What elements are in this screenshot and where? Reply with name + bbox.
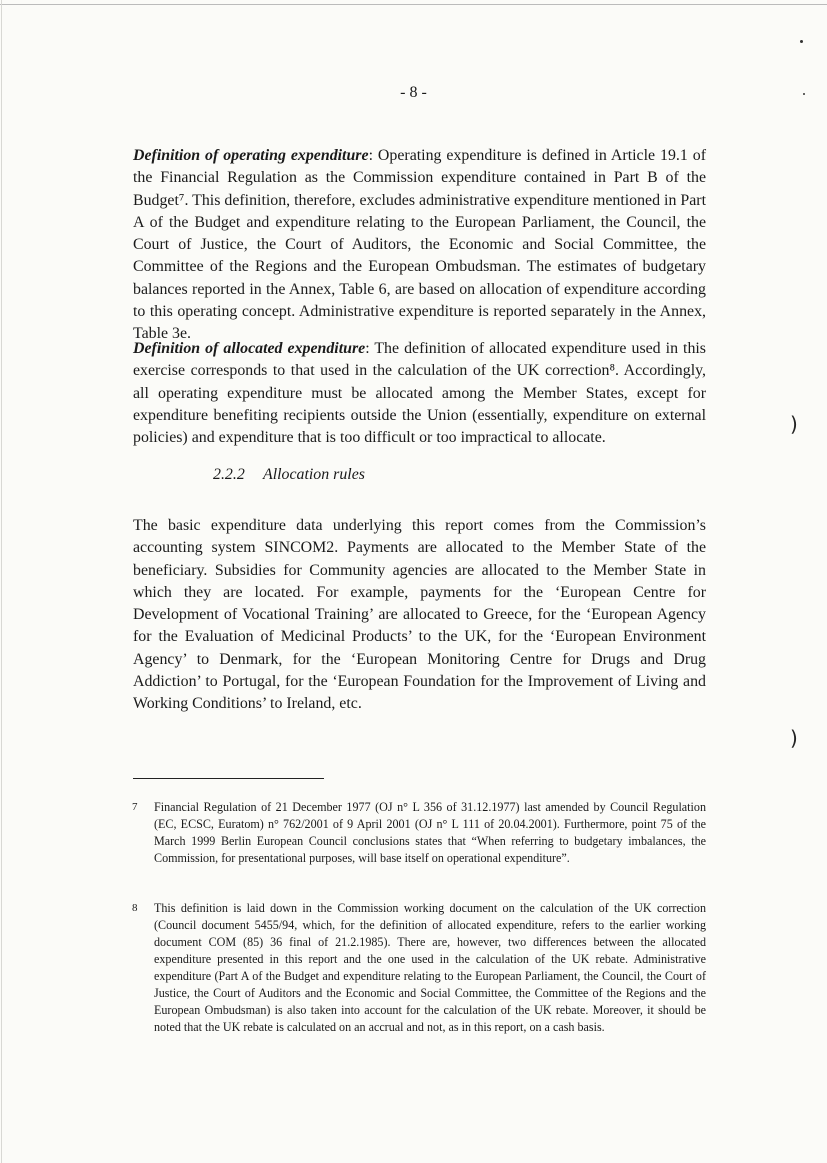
footnote-mark: 7	[132, 801, 138, 813]
footnote-text: This definition is laid down in the Commission working document on the calculation of the UK correction (Council document 5455/94, which, for the definition of allocated expenditure, refers to the earlier working document COM (85) 36 final of 21.2.1985). There are, however, two differences between the allocated expenditure presented in this report and the one used in the calculation of the UK rebate. Administrative expenditure (Part A of the Budget and expenditure relating to the European Parliament, the Council, the Court of Justice, the Court of Auditors and the Economic and Social Committee, the Committee of the Regions and the European Ombudsman) is also taken into account for the calculation of the UK rebate. Moreover, it should be noted that the UK rebate is calculated on an accrual and not, as in this report, on a cash basis.	[154, 901, 706, 1034]
binder-hole-mark: )	[790, 412, 798, 436]
binder-hole-mark: )	[790, 726, 798, 750]
section-title: Allocation rules	[263, 466, 365, 483]
paragraph-text: The basic expenditure data underlying this report comes from the Commission’s accounting system SINCOM2. Payments are allocated to the Member State of the beneficiary. Subsidies for Community agencies are allocated to the Member State in which they are located. For example, payments for the ‘European Centre for Development of Vocational Training’ are allocated to Greece, for the ‘European Agency for the Evaluation of Medicinal Products’ to the UK, for the ‘European Environment Agency’ to Denmark, for the ‘European Monitoring Centre for Drugs and Drug Addiction’ to Portugal, for the ‘European Foundation for the Improvement of Living and Working Conditions’ to Ireland, etc.	[133, 517, 706, 713]
footnote-7	[132, 799, 706, 867]
definition-term-allocated: Definition of allocated expenditure	[133, 340, 366, 357]
paragraph-text: : Operating expenditure is defined in Article 19.1 of the Financial Regulation as the Commission expenditure contained in Part B of the Budget⁷. This definition, therefore, excludes administrative expenditure mentioned in Part A of the Budget and expenditure relating to the European Parliament, the Council, the Court of Justice, the Court of Auditors, the Economic and Social Committee, the Committee of the Regions and the European Ombudsman. The estimates of budgetary balances reported in the Annex, Table 6, are based on allocation of expenditure according to this operating concept. Administrative expenditure is reported separately in the Annex, Table 3e.	[133, 147, 706, 343]
footnote-text: Financial Regulation of 21 December 1977 (OJ n° L 356 of 31.12.1977) last amended by Council Regulation (EC, ECSC, Euratom) n° 762/2001 of 9 April 2001 (OJ n° L 111 of 20.04.2001). Furthermore, point 75 of the March 1999 Berlin European Council conclusions states that “When referring to budgetary imbalances, the Commission, for presentational purposes, will base itself on operational expenditure”.	[154, 800, 706, 865]
paragraph-allocation-rules	[133, 515, 706, 716]
footnote-separator	[133, 778, 324, 779]
scan-speck	[803, 93, 805, 95]
page-number: - 8 -	[400, 84, 427, 101]
scan-left-edge	[1, 0, 2, 1163]
paragraph-text: : The definition of allocated expenditure used in this exercise corresponds to that used in the calculation of the UK correction⁸. Accordingly, all operating expenditure must be allocated among the Member States, except for expenditure benefiting recipients outside the Union (essentially, expenditure on external policies) and expenditure that is too difficult or too impractical to allocate.	[133, 340, 706, 447]
section-number: 2.2.2	[213, 466, 245, 483]
scan-top-edge	[0, 4, 827, 5]
footnote-8	[132, 900, 706, 1036]
section-heading	[213, 464, 365, 486]
definition-term-operating: Definition of operating expenditure	[133, 147, 369, 164]
scan-speck	[800, 40, 803, 43]
paragraph-operating-expenditure	[133, 145, 706, 346]
footnote-mark: 8	[132, 902, 138, 914]
paragraph-allocated-expenditure	[133, 338, 706, 449]
